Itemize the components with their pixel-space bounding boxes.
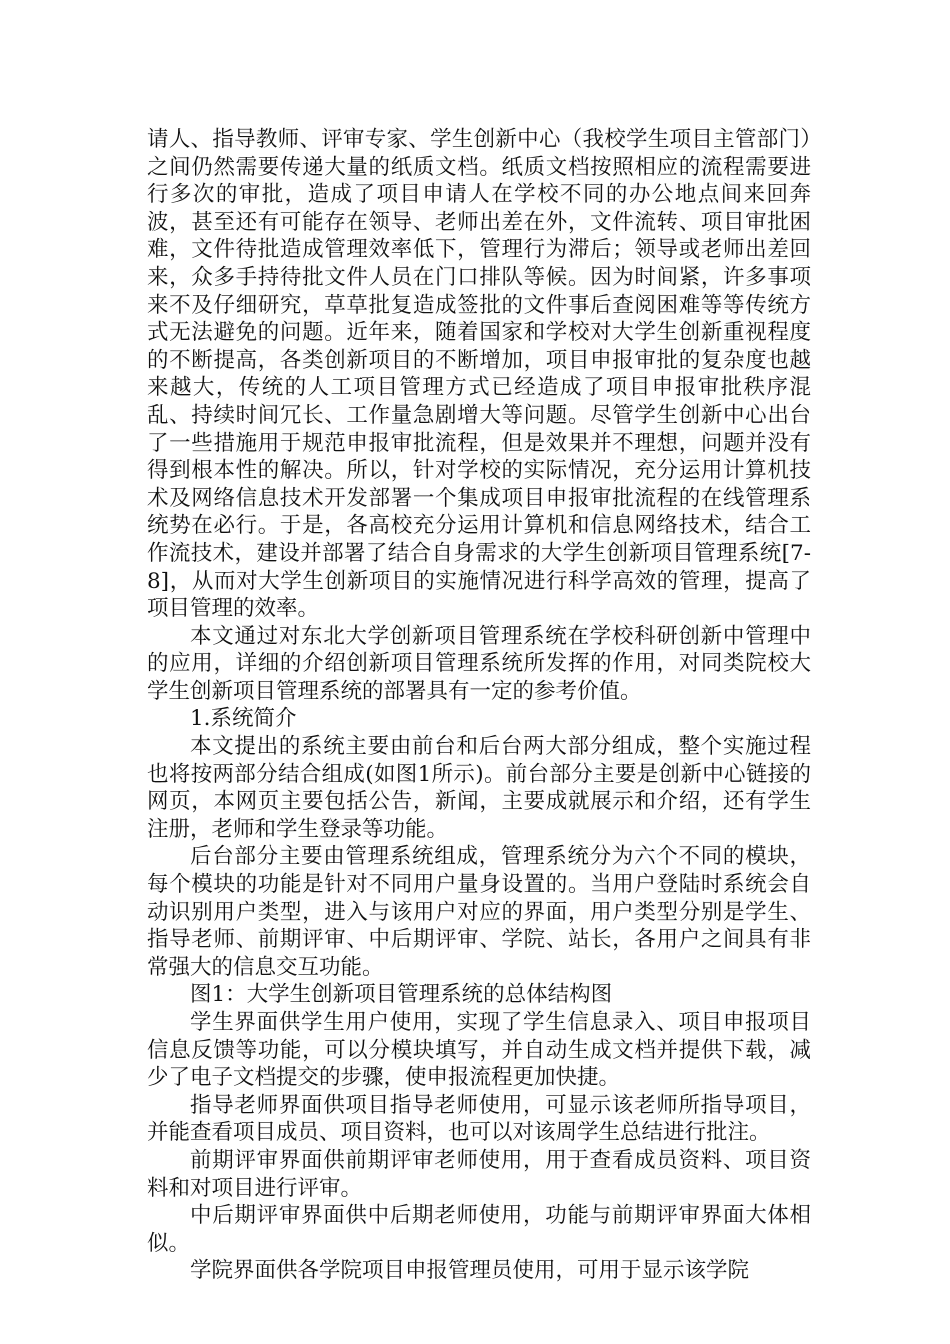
- paragraph-college-interface: 学院界面供各学院项目申报管理员使用，可用于显示该学院: [190, 1258, 750, 1284]
- paragraph-backend: 后台部分主要由管理系统组成，管理系统分为六个不同的模块，每个模块的功能是针对不同用户量身设置的。当用户登陆时系统会自动识别用户类型，进入与该用户对应的界面，用户类型分别是学生、指导老师、前期评审、中后期评审、学院、站长，各用户之间具有非常强大的信息交互功能。: [147, 844, 811, 980]
- paragraph-continued: 请人、指导教师、评审专家、学生创新中心（我校学生项目主管部门）之间仍然需要传递大量的纸质文档。纸质文档按照相应的流程需要进行多次的审批，造成了项目申请人在学校不同的办公地点间来回奔波，甚至还有可能存在领导、老师出差在外，文件流转、项目审批困难，文件待批造成管理效率低下，管理行为滞后；领导或老师出差回来，众多手持待批文件人员在门口排队等候。因为时间紧，许多事项来不及仔细研究，草草批复造成签批的文件事后查阅困难等等传统方式无法避免的问题。近年来，随着国家和学校对大学生创新重视程度的不断提高，各类创新项目的不断增加，项目申报审批的复杂度也越来越大，传统的人工项目管理方式已经造成了项目申报审批秩序混乱、持续时间冗长、工作量急剧增大等问题。尽管学生创新中心出台了一些措施用于规范申报审批流程，但是效果并不理想，问题并没有得到根本性的解决。所以，针对学校的实际情况，充分运用计算机技术及网络信息技术开发部署一个集成项目申报审批流程的在线管理系统势在必行。于是，各高校充分运用计算机和信息网络技术，结合工作流技术，建设并部署了结合自身需求的大学生创新项目管理系统[7-8]，从而对大学生创新项目的实施情况进行科学高效的管理，提高了项目管理的效率。: [147, 127, 811, 622]
- paragraph-advisor-interface: 指导老师界面供项目指导老师使用，可显示该老师所指导项目，并能查看项目成员、项目资料，也可以对该周学生总结进行批注。: [147, 1092, 811, 1146]
- paragraph-student-interface: 学生界面供学生用户使用，实现了学生信息录入、项目申报项目信息反馈等功能，可以分模块填写，并自动生成文档并提供下载，减少了电子文档提交的步骤，使申报流程更加快捷。: [147, 1010, 811, 1091]
- figure-caption: 图1：大学生创新项目管理系统的总体结构图: [190, 982, 613, 1008]
- body-text: [147, 126, 811, 1285]
- section-heading-system-overview: 1.系统简介: [190, 706, 297, 732]
- paragraph-early-review-interface: 前期评审界面供前期评审老师使用，用于查看成员资料、项目资料和对项目进行评审。: [147, 1147, 811, 1201]
- paragraph-later-review-interface: 中后期评审界面供中后期老师使用，功能与前期评审界面大体相似。: [147, 1203, 811, 1256]
- paragraph-intro-purpose: 本文通过对东北大学创新项目管理系统在学校科研创新中管理中的应用，详细的介绍创新项目管理系统所发挥的作用，对同类院校大学生创新项目管理系统的部署具有一定的参考价值。: [147, 623, 811, 704]
- paragraph-frontend: 本文提出的系统主要由前台和后台两大部分组成，整个实施过程也将按两部分结合组成(如图1所示)。前台部分主要是创新中心链接的网页，本网页主要包括公告，新闻，主要成就展示和介绍，还有学生注册，老师和学生登录等功能。: [147, 734, 811, 842]
